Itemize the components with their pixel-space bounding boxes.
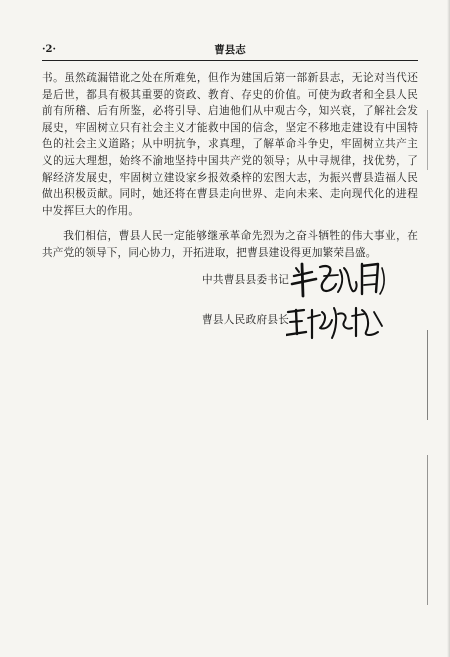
signature-block xyxy=(202,266,402,346)
handwritten-signature xyxy=(286,302,396,342)
scan-artifact xyxy=(427,455,428,605)
page-number: ·2· xyxy=(42,44,56,55)
body-text xyxy=(42,70,418,262)
paragraph: 我们相信，曹县人民一定能够继承革命先烈为之奋斗牺牲的伟大事业，在共产党的领导下，同心协力，开拓进取，把曹县建设得更加繁荣昌盛。 xyxy=(42,230,418,259)
scan-artifact xyxy=(427,330,428,420)
signer-title: 曹县人民政府县长 xyxy=(202,314,290,326)
paragraph: 书。虽然疏漏错讹之处在所难免，但作为建国后第一部新县志，无论对当代还是后世，都具有极其重要的资政、教育、存史的价值。可使为政者和全县人民前有所稽、后有所鉴，必将引导、启迪他们从中观古今，知兴衰，了解社会发展史，牢固树立只有社会主义才能救中国的信念，坚定不移地走建设有中国特色的社会主义道路；从中明抗争，求真理，了解革命斗争史，牢固树立共产主义的远大理想，始终不渝地坚持中国共产党的领导；从中寻规律，找优势，了解经济发展史，牢固树立建设家乡报效桑梓的宏图大志，为振兴曹县造福人民做出积极贡献。同时，她还将在曹县走向世界、走向未来、走向现代化的进程中发挥巨大的作用。 xyxy=(42,72,418,217)
scan-artifact xyxy=(427,110,428,170)
signature-row xyxy=(202,306,402,346)
running-title: 曹县志 xyxy=(214,44,246,56)
signer-title: 中共曹县县委书记 xyxy=(202,274,290,286)
page-header xyxy=(42,44,418,58)
signature-row xyxy=(202,266,402,306)
handwritten-signature xyxy=(290,258,400,298)
header-rule xyxy=(42,60,418,61)
